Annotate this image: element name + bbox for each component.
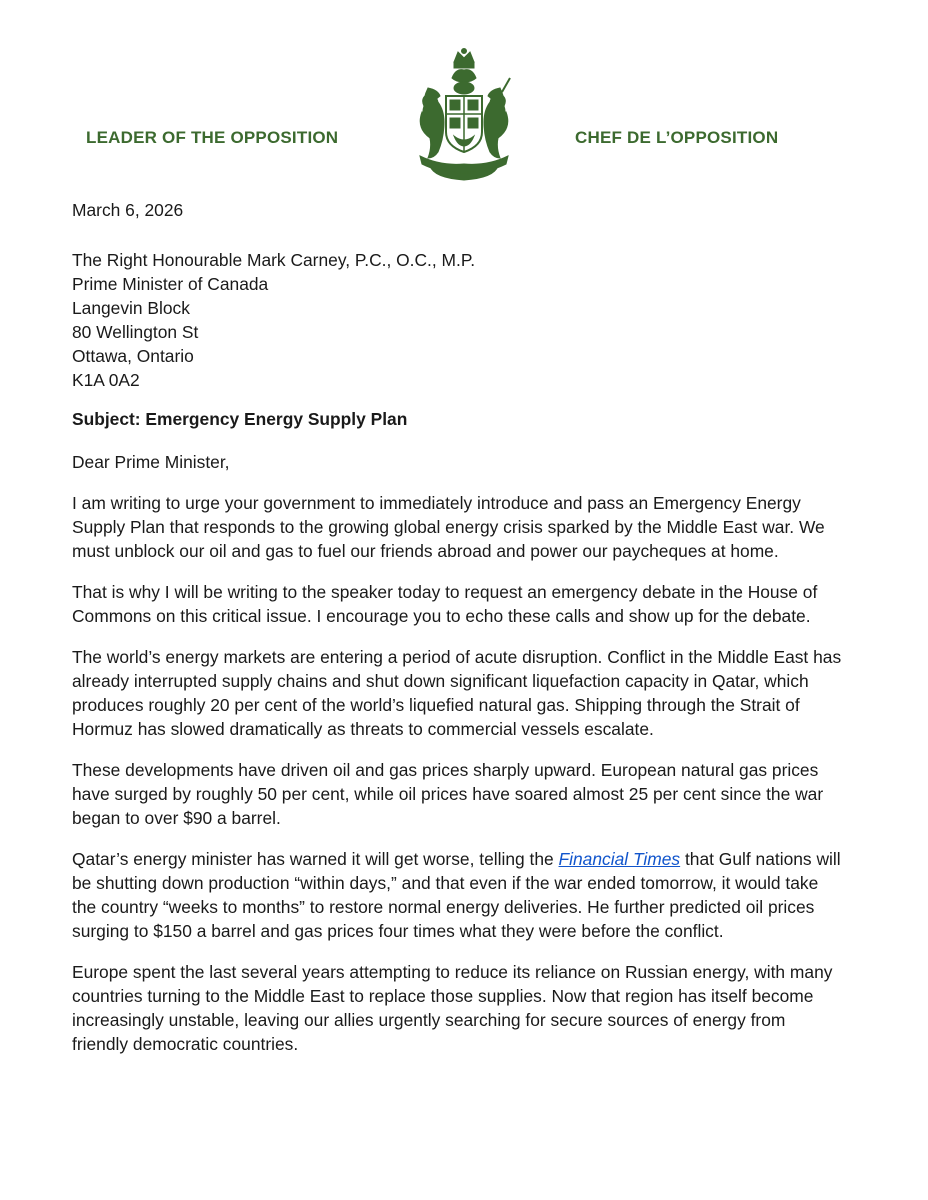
letter-date: March 6, 2026	[72, 200, 184, 220]
paragraph-5-start: Qatar’s energy minister has warned it will get worse, telling the	[72, 849, 559, 869]
letterhead-title-english: LEADER OF THE OPPOSITION	[86, 128, 339, 147]
letterhead-title-french: CHEF DE L’OPPOSITION	[575, 128, 779, 147]
coat-of-arms-of-canada-icon	[410, 48, 518, 184]
paragraph-2: That is why I will be writing to the speaker today to request an emergency debate in the House of Commons on this critical issue. I encourage you to echo these calls and show up for the debate.	[72, 582, 818, 626]
financial-times-link[interactable]: Financial Times	[558, 849, 681, 869]
letter-body	[72, 198, 842, 1056]
letter-subject: Subject: Emergency Energy Supply Plan	[72, 409, 408, 429]
paragraph-4: These developments have driven oil and gas prices sharply upward. European natural gas prices have surged by roughly 50 per cent, while oil prices have soared almost 25 per cent since the war began to over $90 a barrel.	[72, 760, 824, 828]
paragraph-6: Europe spent the last several years attempting to reduce its reliance on Russian energy, with many countries turning to the Middle East to replace those supplies. Now that region has itself become increasingly unstable, leaving our allies urgently searching for secure sources of energy from friendly democratic countries.	[72, 962, 833, 1054]
recipient-postal-code: K1A 0A2	[72, 370, 140, 390]
recipient-street: 80 Wellington St	[72, 322, 199, 342]
paragraph-1: I am writing to urge your government to immediately introduce and pass an Emergency Energy Supply Plan that responds to the growing global energy crisis sparked by the Middle East war. We must unblock our oil and gas to fuel our friends abroad and power our paycheques at home.	[72, 493, 825, 561]
paragraph-3: The world’s energy markets are entering a period of acute disruption. Conflict in the Middle East has already interrupted supply chains and shut down significant liquefaction capacity in Qatar, which produces roughly 20 per cent of the world’s liquefied natural gas. Shipping through the Strait of Hormuz has slowed dramatically as threats to commercial vessels escalate.	[72, 647, 842, 739]
recipient-building: Langevin Block	[72, 298, 190, 318]
paragraph-5	[72, 847, 842, 943]
recipient-name: The Right Honourable Mark Carney, P.C., O.C., M.P.	[72, 250, 476, 270]
recipient-city: Ottawa, Ontario	[72, 346, 194, 366]
letterhead	[0, 0, 928, 190]
recipient-address	[72, 248, 842, 392]
letter-salutation: Dear Prime Minister,	[72, 452, 230, 472]
recipient-title: Prime Minister of Canada	[72, 274, 269, 294]
paragraph-5-end: that Gulf nations will be shutting down production “within days,” and that even if the war ended tomorrow, it would take the country “weeks to months” to restore normal energy deliveries. He further predicted oil prices surging to $150 a barrel and gas prices four times what they were before the conflict.	[72, 849, 841, 941]
